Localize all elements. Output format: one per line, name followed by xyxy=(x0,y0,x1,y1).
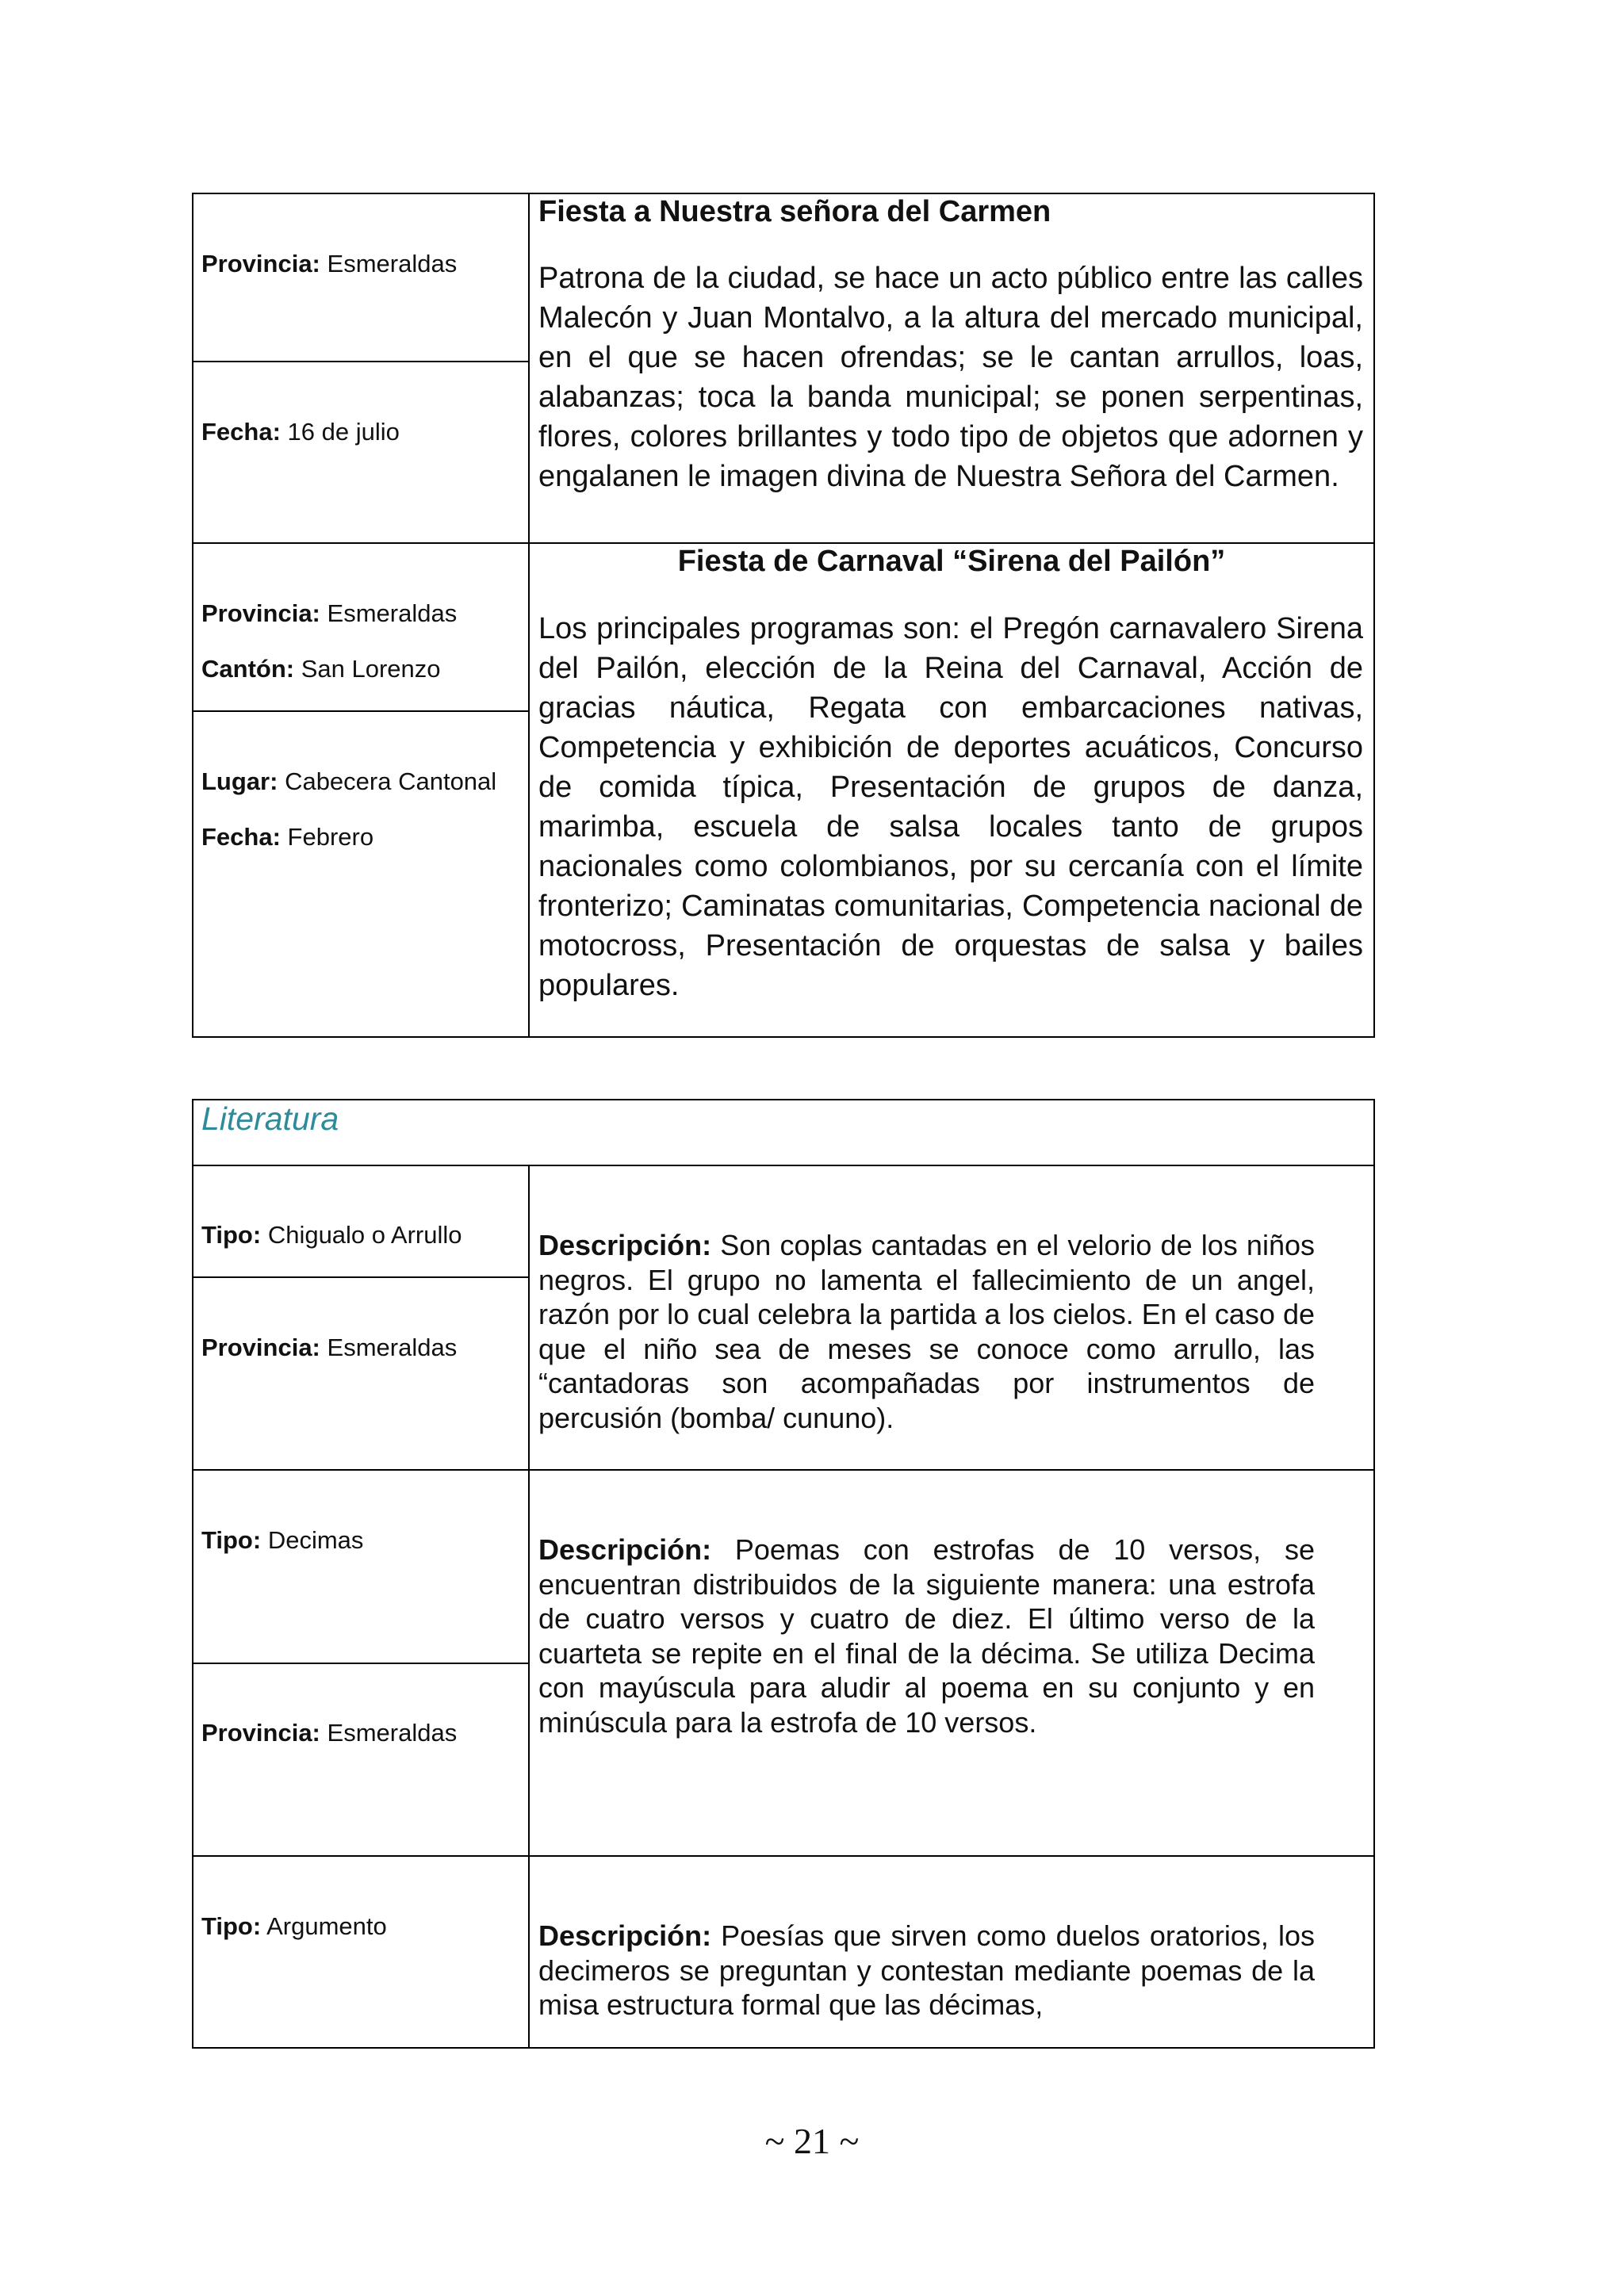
literatura-1-tipo: Tipo: Chigualo o Arrullo xyxy=(201,1221,462,1249)
literatura-3-tipo: Tipo: Argumento xyxy=(201,1912,387,1940)
literatura-3-description: Descripción: Poesías que sirven como duelos oratorios, los decimeros se preguntan y contestan mediante poemas de la misa estructura formal que las décimas, xyxy=(538,1919,1315,2021)
literatura-row-divider-1 xyxy=(192,1469,1375,1471)
literatura-1-description: Descripción: Son coplas cantadas en el velorio de los niños negros. El grupo no lamenta el fallecimiento de un angel, razón por lo cual celebra la partida a los cielos. En el caso de que el niño sea de meses se conoce como arrullo, las “cantadoras son acompañadas por instrumentos de percusión (bomba/ cununo). xyxy=(538,1229,1315,1434)
literatura-1-provincia: Provincia: Esmeraldas xyxy=(201,1334,458,1361)
fiesta-1-left-divider xyxy=(192,361,529,362)
fiesta-2-canton: Cantón: San Lorenzo xyxy=(201,655,441,683)
fiesta-2-fecha: Fecha: Febrero xyxy=(201,823,374,851)
fiesta-2-title: Fiesta de Carnaval “Sirena del Pailón” xyxy=(677,545,1226,578)
fiesta-2-provincia: Provincia: Esmeraldas xyxy=(201,599,458,627)
literatura-column-divider xyxy=(528,1165,530,2049)
literatura-header-divider xyxy=(192,1165,1375,1166)
literatura-heading: Literatura xyxy=(201,1100,339,1137)
literatura-2-left-divider xyxy=(192,1663,529,1664)
fiesta-1-title: Fiesta a Nuestra señora del Carmen xyxy=(538,195,1051,228)
fiestas-column-divider xyxy=(528,193,530,1038)
page-number: ~ 21 ~ xyxy=(764,2121,860,2161)
fiesta-2-left-divider xyxy=(192,710,529,712)
literatura-2-description: Descripción: Poemas con estrofas de 10 versos, se encuentran distribuidos de la siguiente manera: una estrofa de cuatro versos y cuatro de diez. El último verso de la cuarteta se repite en el final de la décima. Se utiliza Decima con mayúscula para aludir al poema en su conjunto y en minúscula para la estrofa de 10 versos. xyxy=(538,1533,1315,1739)
fiesta-1-description: Patrona de la ciudad, se hace un acto público entre las calles Malecón y Juan Montalvo, a la altura del mercado municipal, en el que se hacen ofrendas; se le cantan arrullos, loas, alabanzas; toca la banda municipal; se ponen serpentinas, flores, colores brillantes y todo tipo de objetos que adornen y engalanen le imagen divina de Nuestra Señora del Carmen. xyxy=(538,262,1363,493)
literatura-row-divider-2 xyxy=(192,1855,1375,1857)
fiesta-2-lugar: Lugar: Cabecera Cantonal xyxy=(201,767,497,795)
literatura-2-tipo: Tipo: Decimas xyxy=(201,1526,364,1554)
literatura-1-left-divider xyxy=(192,1276,529,1278)
fiesta-1-fecha: Fecha: 16 de julio xyxy=(201,418,400,446)
fiesta-2-description: Los principales programas son: el Pregón carnavalero Sirena del Pailón, elección de la Reina del Carnaval, Acción de gracias náutica, Regata con embarcaciones nativas, Competencia y exhibición de deportes acuáticos, Concurso de comida típica, Presentación de grupos de danza, marimba, escuela de salsa locales tanto de grupos nacionales como colombianos, por su cercanía con el límite fronterizo; Caminatas comunitarias, Competencia nacional de motocross, Presentación de orquestas de salsa y bailes populares. xyxy=(538,612,1363,1002)
fiesta-1-provincia: Provincia: Esmeraldas xyxy=(201,250,458,277)
literatura-2-provincia: Provincia: Esmeraldas xyxy=(201,1719,458,1747)
